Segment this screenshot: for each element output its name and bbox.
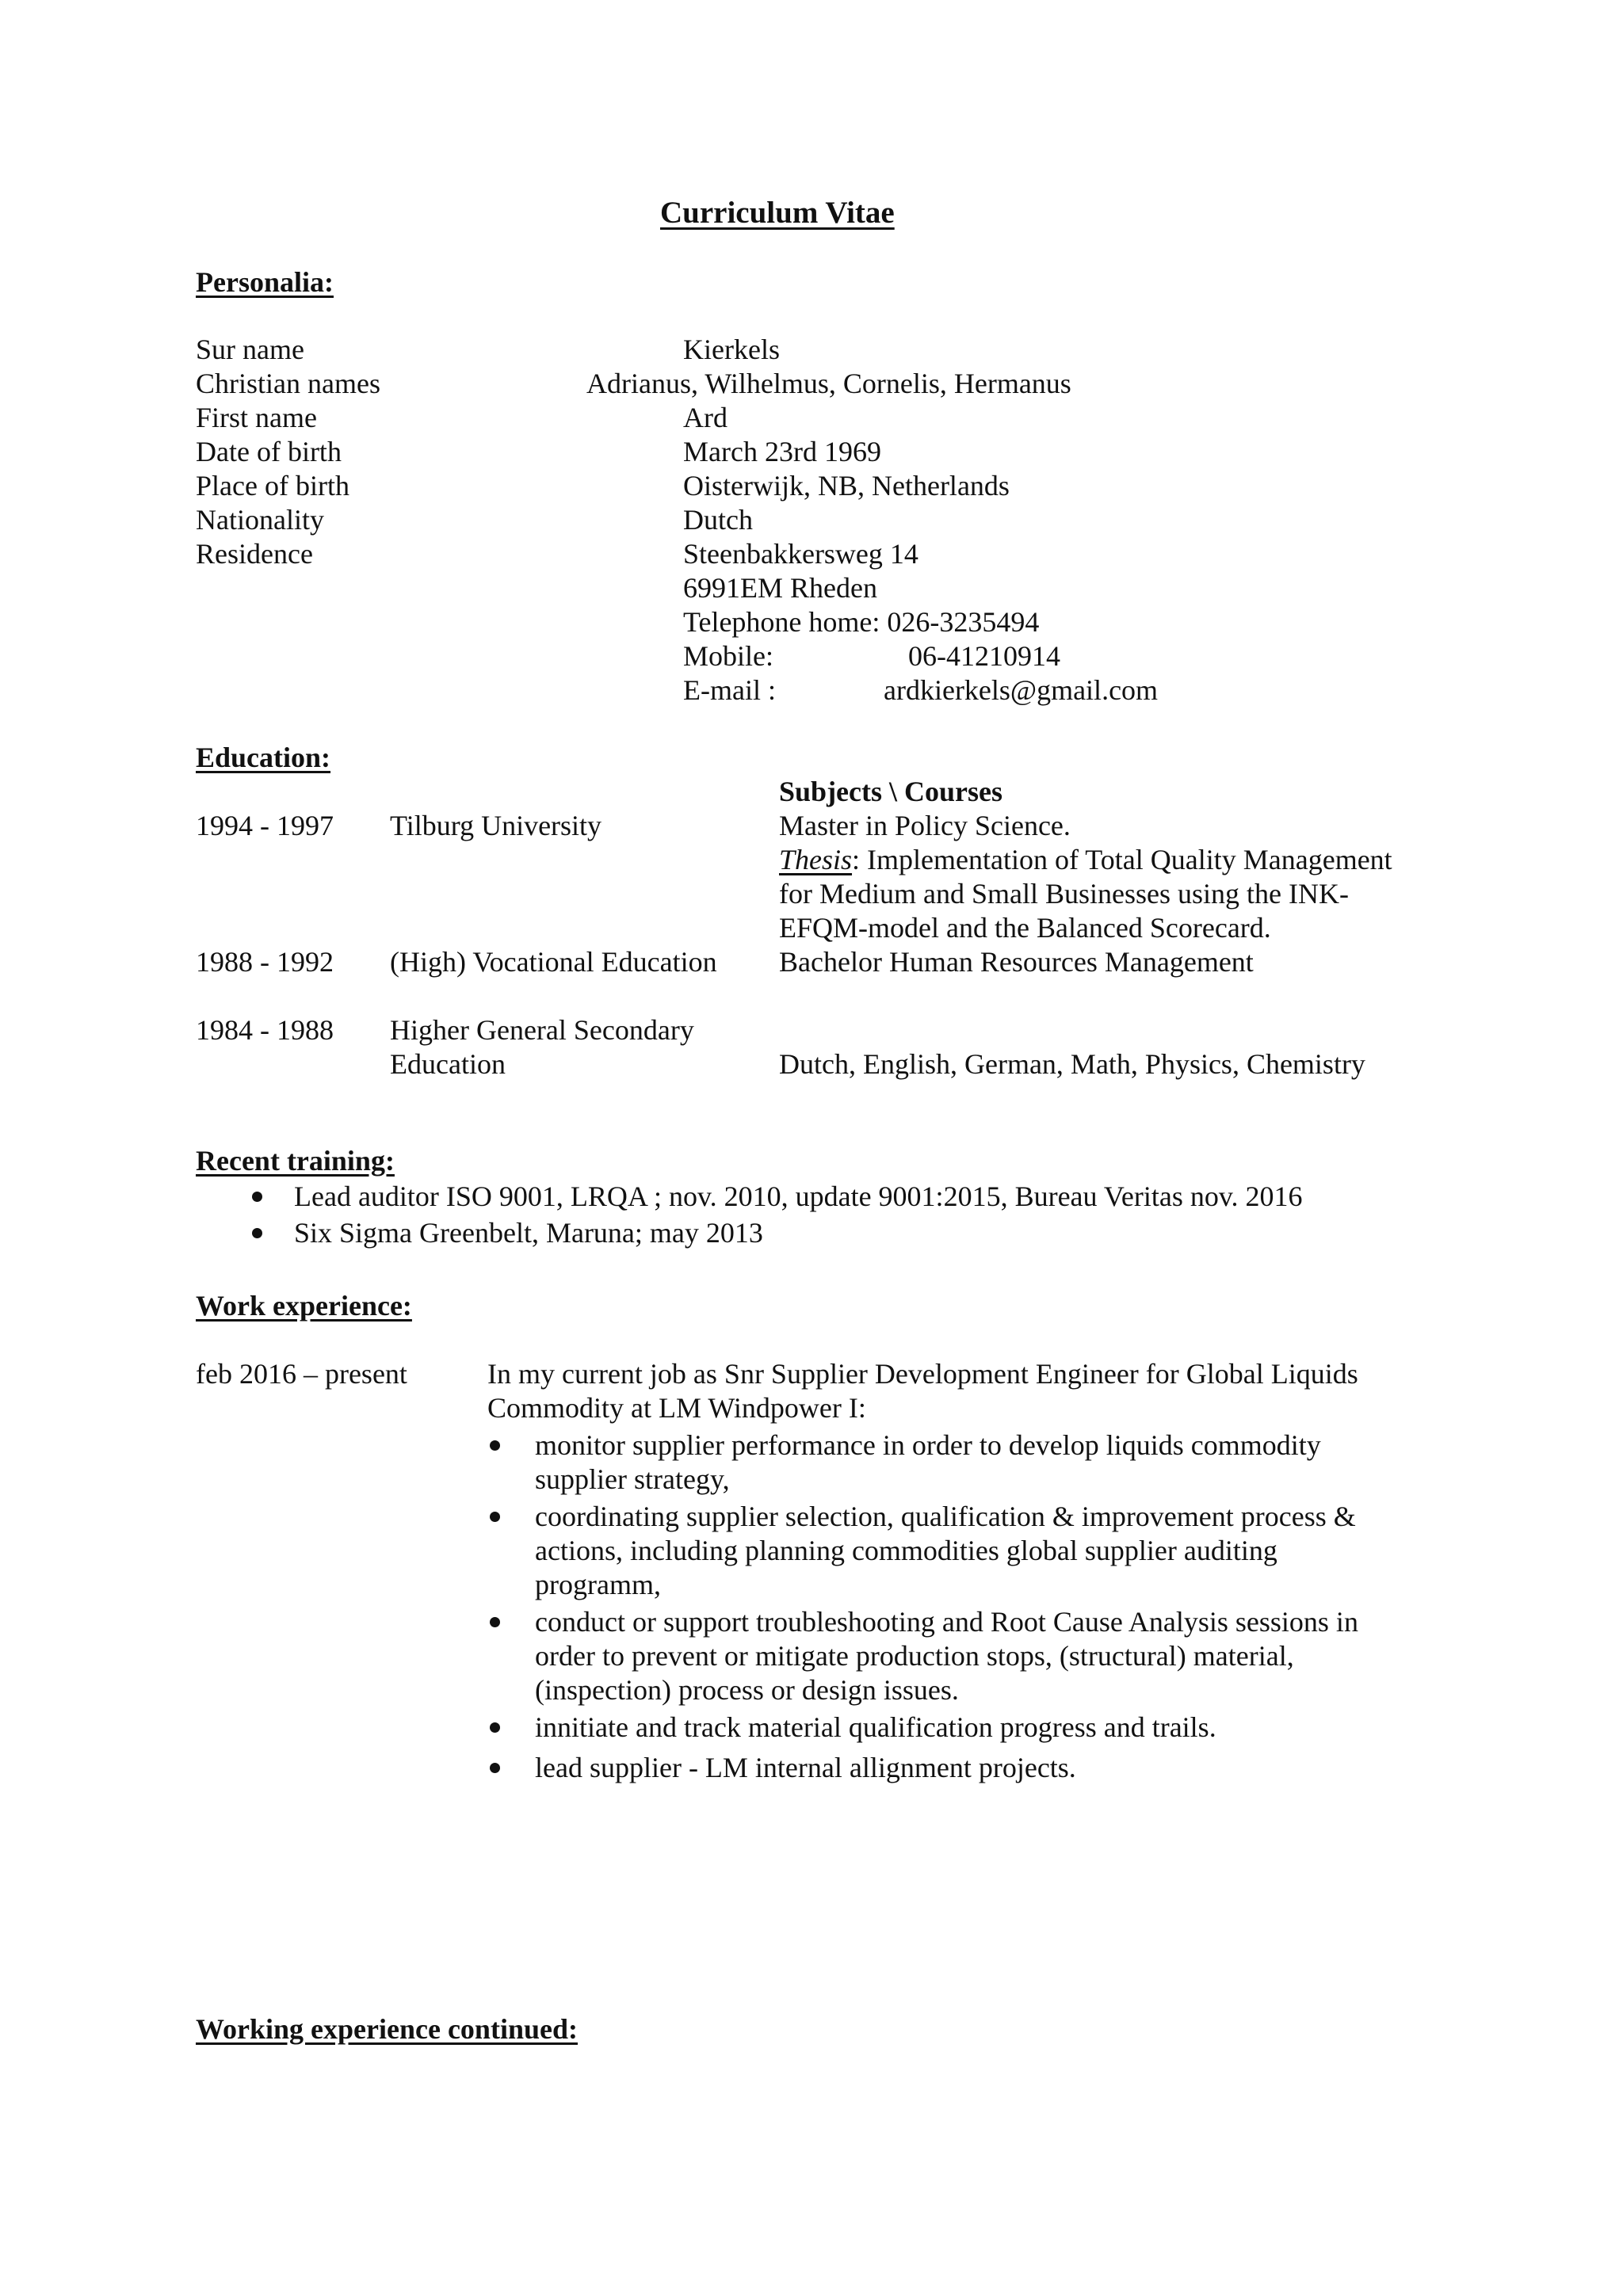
education-heading: Education: [196, 742, 331, 773]
training-item-1: Lead auditor ISO 9001, LRQA ; nov. 2010, update 9001:2015, Bureau Veritas nov. 2016 [294, 1180, 1303, 1212]
bullet-dot [490, 1512, 500, 1522]
work-bullet-3-line1: conduct or support troubleshooting and Root Cause Analysis sessions in [535, 1606, 1358, 1638]
phone-home: Telephone home: 026-3235494 [683, 606, 1040, 638]
work-bullet-1-line2: supplier strategy, [535, 1463, 730, 1495]
work-bullet-3-line2: order to prevent or mitigate production stops, (structural) material, [535, 1640, 1294, 1672]
page-title: Curriculum Vitae [660, 196, 895, 230]
value-sur-name: Kierkels [683, 334, 780, 365]
edu-subject-1-line4: EFQM-model and the Balanced Scorecard. [779, 912, 1271, 944]
work-bullet-3-line3: (inspection) process or design issues. [535, 1674, 959, 1706]
edu-years-2: 1988 - 1992 [196, 946, 334, 978]
value-christian-names: Adrianus, Wilhelmus, Cornelis, Hermanus [586, 368, 1071, 399]
training-heading: Recent training: [196, 1145, 395, 1177]
edu-years-3: 1984 - 1988 [196, 1014, 334, 1046]
bullet-dot [252, 1192, 262, 1202]
training-item-2: Six Sigma Greenbelt, Maruna; may 2013 [294, 1217, 763, 1249]
label-residence: Residence [196, 538, 313, 570]
label-place-of-birth: Place of birth [196, 470, 349, 502]
bullet-dot [490, 1722, 500, 1733]
value-nationality: Dutch [683, 504, 753, 536]
work-period: feb 2016 – present [196, 1358, 407, 1390]
work-heading: Work experience: [196, 1290, 412, 1322]
continued-heading: Working experience continued: [196, 2013, 578, 2045]
subjects-heading: Subjects \ Courses [779, 776, 1003, 807]
email-value: ardkierkels@gmail.com [884, 674, 1159, 706]
personalia-heading: Personalia: [196, 266, 334, 298]
label-sur-name: Sur name [196, 334, 304, 365]
work-bullet-5: lead supplier - LM internal allignment projects. [535, 1752, 1076, 1783]
label-christian-names: Christian names [196, 368, 380, 399]
edu-subject-1-line3: for Medium and Small Businesses using the INK- [779, 878, 1349, 910]
work-bullet-4: innitiate and track material qualification progress and trails. [535, 1711, 1216, 1743]
edu-institution-3-line2: Education [390, 1048, 506, 1080]
bullet-dot [252, 1228, 262, 1238]
label-date-of-birth: Date of birth [196, 436, 342, 467]
edu-subject-1-line2 [779, 843, 1392, 876]
work-bullet-2-line2: actions, including planning commodities global supplier auditing [535, 1535, 1277, 1566]
edu-institution-2: (High) Vocational Education [390, 946, 717, 978]
label-nationality: Nationality [196, 504, 324, 536]
edu-subject-3: Dutch, English, German, Math, Physics, Chemistry [779, 1048, 1365, 1080]
email-label: E-mail : [683, 674, 776, 706]
value-place-of-birth: Oisterwijk, NB, Netherlands [683, 470, 1010, 502]
bullet-dot [490, 1617, 500, 1627]
bullet-dot [490, 1440, 500, 1451]
work-bullet-1-line1: monitor supplier performance in order to develop liquids commodity [535, 1429, 1321, 1461]
work-bullet-2-line1: coordinating supplier selection, qualification & improvement process & [535, 1501, 1356, 1532]
value-residence: Steenbakkersweg 14 [683, 538, 918, 570]
edu-subject-1-line1: Master in Policy Science. [779, 810, 1071, 841]
work-bullet-2-line3: programm, [535, 1569, 661, 1600]
value-date-of-birth: March 23rd 1969 [683, 436, 881, 467]
mobile-label: Mobile: [683, 640, 773, 672]
edu-institution-3-line1: Higher General Secondary [390, 1014, 694, 1046]
label-first-name: First name [196, 402, 317, 433]
mobile-value: 06-41210914 [908, 640, 1060, 672]
edu-institution-1: Tilburg University [390, 810, 602, 841]
thesis-text: : Implementation of Total Quality Management [852, 844, 1392, 875]
work-intro-line2: Commodity at LM Windpower I: [487, 1392, 866, 1424]
edu-subject-2: Bachelor Human Resources Management [779, 946, 1254, 978]
bullet-dot [490, 1763, 500, 1773]
value-first-name: Ard [683, 402, 727, 433]
work-intro-line1: In my current job as Snr Supplier Development Engineer for Global Liquids [487, 1358, 1358, 1390]
thesis-label: Thesis [779, 844, 853, 875]
address-line2: 6991EM Rheden [683, 572, 877, 604]
edu-years-1: 1994 - 1997 [196, 810, 334, 841]
